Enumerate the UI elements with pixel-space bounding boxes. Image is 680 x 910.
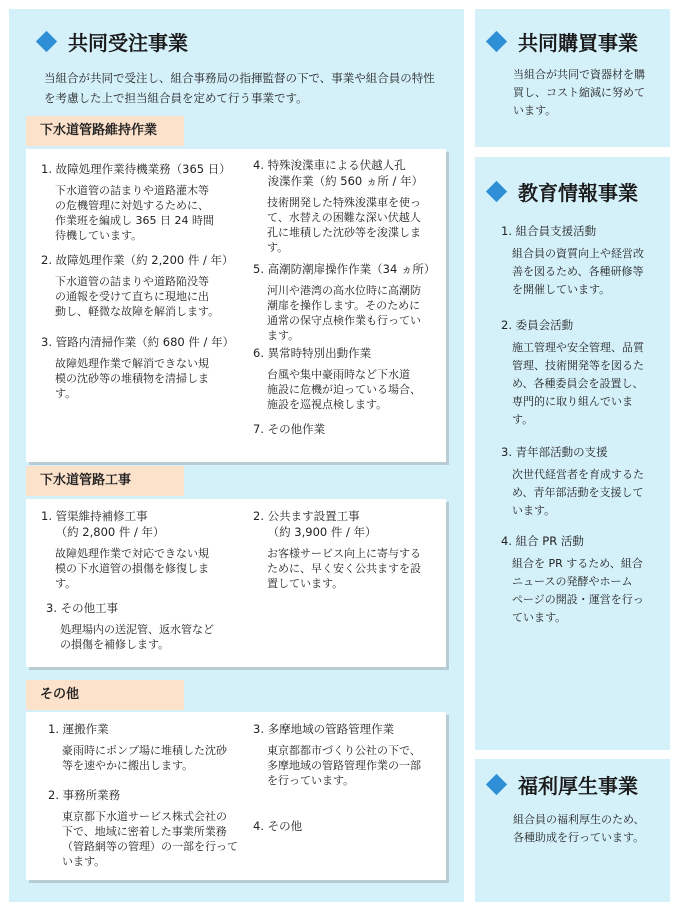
list-item: 4. その他	[253, 819, 303, 833]
list-item: 3. 青年部活動の支援 次世代経営者を育成するた め、青年部活動を支援して います。	[501, 445, 644, 517]
welfare-text: 組合員の福利厚生のため、 各種助成を行っています。	[513, 813, 645, 844]
list-item: 4. 組合 PR 活動 組合を PR するため、組合 ニュースの発酵やホーム ページの開設・運営を行っ ています。	[501, 534, 644, 624]
joint-contract-intro: 当組合が共同で受注し、組合事務局の指揮監督の下で、事業や組合員の特性 を考慮した上で担当組合員を定めて行う事業です。	[44, 71, 435, 105]
list-item: 4. 特殊浚渫車による伏越人孔 浚渫作業（約 560 ヵ所 / 年） 技術開発した特殊浚渫車を使っ て、水替えの困難な深い伏越人 孔に堆積した沈砂等を浚渫しま す。	[253, 158, 424, 254]
construction-heading: 下水道管路工事	[26, 466, 184, 496]
list-item: 1. 運搬作業 豪雨時にポンプ場に堆積した沈砂 等を速やかに搬出します。	[48, 722, 227, 772]
list-item: 1. 故障処理作業待機業務（365 日） 下水道管の詰まりや道路灌木等 の危機管理に対処するために、 作業班を編成し 365 日 24 時間 待機しています。	[41, 162, 231, 242]
list-item: 5. 高潮防潮扉操作作業（34 ヵ所） 河川や港湾の高水位時に高潮防 潮扉を操作します。そのために 通常の保守点検作業も行ってい ます。	[253, 262, 436, 342]
education-panel	[475, 157, 670, 750]
list-item: 2. 事務所業務 東京都下水道サービス株式会社の 下で、地域に密着した事業所業務 （管路網等の管理）の一部を行って います。	[48, 788, 238, 868]
list-item: 3. その他工事 処理場内の送泥管、返水管など の損傷を補修します。	[46, 601, 214, 651]
diamond-bullet-icon	[486, 31, 507, 52]
list-item: 2. 公共ます設置工事 （約 3,900 件 / 年） お客様サービス向上に寄与する ために、早く安く公共ますを設 置しています。	[253, 509, 421, 590]
joint-contract-panel	[9, 9, 464, 902]
welfare-title: 福利厚生事業	[487, 770, 638, 799]
joint-contract-title: 共同受注事業	[37, 27, 188, 56]
list-item: 2. 委員会活動 施工管理や安全管理、品質 管理、技術開発等を図るた め、各種委員会を設置し、 専門的に取り組んでいま す。	[501, 318, 644, 426]
welfare-panel	[475, 759, 670, 902]
joint-purchase-title: 共同購買事業	[487, 27, 638, 56]
diamond-bullet-icon	[486, 774, 507, 795]
maintenance-box	[26, 149, 446, 462]
diamond-bullet-icon	[36, 31, 57, 52]
maintenance-heading: 下水道管路維持作業	[26, 116, 184, 146]
list-item: 6. 異常時特別出動作業 台風や集中豪雨時など下水道 施設に危機が迫っている場合、 施設を巡視点検します。	[253, 346, 421, 411]
other-heading: その他	[26, 680, 184, 710]
list-item: 2. 故障処理作業（約 2,200 件 / 年） 下水道管の詰まりや道路陥没等 の通報を受けて直ちに現地に出 動し、軽微な故障を解消します。	[41, 253, 234, 318]
construction-box	[26, 499, 446, 667]
joint-purchase-panel	[475, 9, 670, 147]
other-box	[26, 712, 446, 880]
list-item: 1. 管渠維持補修工事 （約 2,800 件 / 年） 故障処理作業で対応できない規 模の下水道管の損傷を修復しま す。	[41, 509, 209, 590]
list-item: 7. その他作業	[253, 422, 326, 436]
list-item: 1. 組合員支援活動 組合員の資質向上や経営改 善を図るため、各種研修等 を開催しています。	[501, 224, 644, 296]
list-item: 3. 多摩地域の管路管理作業 東京都都市づくり公社の下で、 多摩地域の管路管理作業の一部 を行っています。	[253, 722, 421, 787]
list-item: 3. 管路内清掃作業（約 680 件 / 年） 故障処理作業で解消できない規 模の沈砂等の堆積物を清掃しま す。	[41, 335, 235, 400]
joint-purchase-text: 当組合が共同で資器材を購 買し、コスト縮減に努めて います。	[513, 68, 645, 117]
education-title: 教育情報事業	[487, 177, 638, 206]
diamond-bullet-icon	[486, 181, 507, 202]
